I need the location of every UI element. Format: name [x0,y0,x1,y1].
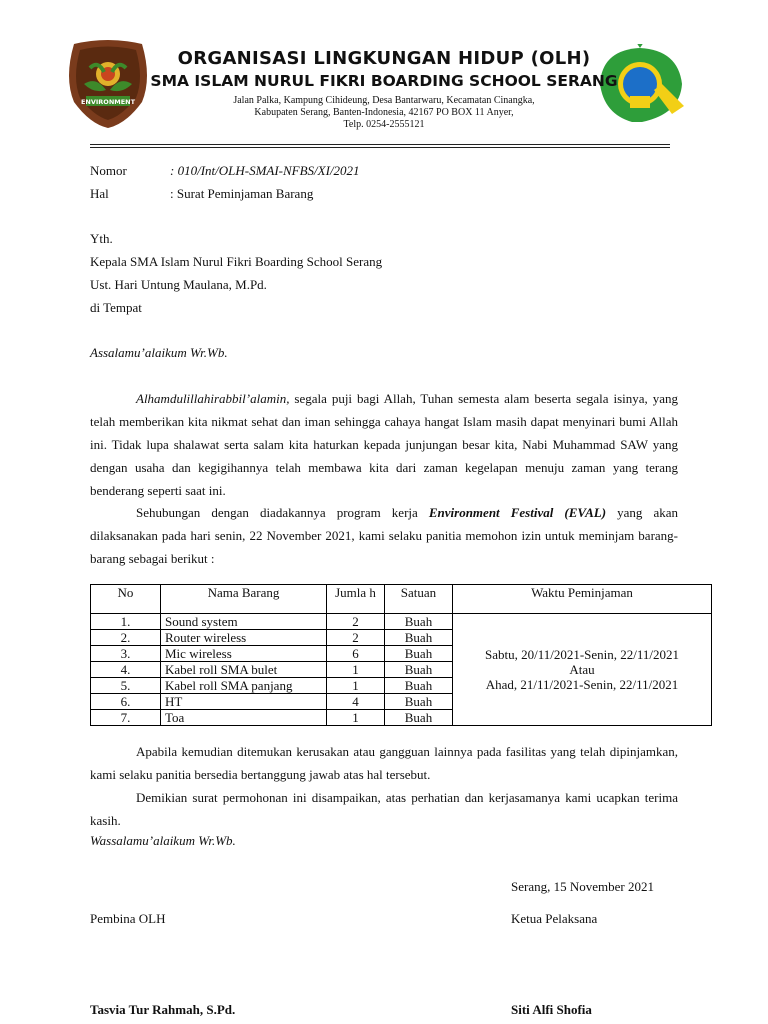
body-paragraph-2 [90,501,678,570]
header-divider [90,144,670,145]
cell-nama: Mic wireless [161,646,327,662]
recipient-title: Kepala SMA Islam Nurul Fikri Boarding School Serang [90,254,383,269]
cell-jumlah: 2 [327,630,385,646]
left-signatory-name: Tasvia Tur Rahmah, S.Pd. [90,1002,236,1017]
closing-paragraph-1 [90,740,678,786]
event-name: Environment Festival (EVAL) [428,505,607,520]
nomor-value: : 010/Int/OLH-SMAI-NFBS/XI/2021 [170,163,360,178]
cell-no: 2. [91,630,161,646]
cell-nama: Router wireless [161,630,327,646]
greeting: Assalamu’alaikum Wr.Wb. [90,345,228,360]
environment-logo [60,38,156,130]
cell-satuan: Buah [385,694,453,710]
school-name: SMA ISLAM NURUL FIKRI BOARDING SCHOOL SERANG [150,72,618,90]
paragraph-text: segala puji bagi Allah, Tuhan semesta alam beserta segala isinya, yang telah memberikan kita nikmat sehat dan iman sehingga cahaya hangat Islam masih dapat menyinari bumi Allah ini. Tidak lupa shalawat serta salam kita haturkan kepada junjungan besar kita, Nabi Muhammad SAW yang dengan usaha dan kegigihannya telah membawa kita dari zaman kegelapan menuju zaman yang terang benderang seperti saat ini. [90,391,678,498]
cell-satuan: Buah [385,630,453,646]
col-header-satuan: Satuan [385,585,453,614]
waktu-line: Sabtu, 20/11/2021-Senin, 22/11/2021 [484,647,680,662]
cell-no: 1. [91,614,161,630]
cell-satuan: Buah [385,614,453,630]
right-signatory-name: Siti Alfi Shofia [511,1002,592,1017]
address-line: Kabupaten Serang, Banten-Indonesia, 42167 PO BOX 11 Anyer, [254,107,514,118]
items-table [90,584,712,726]
nomor-label: Nomor [90,163,127,178]
cell-no: 7. [91,710,161,726]
left-role: Pembina OLH [90,911,166,926]
closing-paragraph-2 [90,786,678,832]
cell-jumlah: 6 [327,646,385,662]
cell-jumlah: 4 [327,694,385,710]
col-header-waktu: Waktu Peminjaman [453,585,712,614]
cell-nama: HT [161,694,327,710]
header-divider [90,147,670,148]
cell-satuan: Buah [385,678,453,694]
cell-no: 4. [91,662,161,678]
recipient-place: di Tempat [90,300,142,315]
waktu-line: Ahad, 21/11/2021-Senin, 22/11/2021 [485,677,679,692]
cell-jumlah: 1 [327,662,385,678]
paragraph-text: Sehubungan dengan diadakannya program kerja [136,505,429,520]
hal-value: : Surat Peminjaman Barang [170,186,314,201]
cell-no: 3. [91,646,161,662]
address-line: Jalan Palka, Kampung Cihideung, Desa Bantarwaru, Kecamatan Cinangka, [233,95,535,106]
cell-nama: Sound system [161,614,327,630]
place-date: Serang, 15 November 2021 [511,879,654,894]
cell-nama: Toa [161,710,327,726]
cell-no: 6. [91,694,161,710]
recipient-name: Ust. Hari Untung Maulana, M.Pd. [90,277,267,292]
cell-nama: Kabel roll SMA bulet [161,662,327,678]
cell-jumlah: 1 [327,710,385,726]
col-header-nama: Nama Barang [161,585,327,614]
cell-jumlah: 1 [327,678,385,694]
cell-nama: Kabel roll SMA panjang [161,678,327,694]
paragraph-text: Apabila kemudian ditemukan kerusakan atau gangguan lainnya pada fasilitas yang telah dipinjamkan, kami selaku panitia bersedia bertanggung jawab atas hal tersebut. [90,744,678,782]
cell-satuan: Buah [385,710,453,726]
paragraph-text: Demikian surat permohonan ini disampaikan, atas perhatian dan kerjasamanya kami ucapkan terima kasih. [90,790,678,828]
body-paragraph-1 [90,387,678,502]
phone-line: Telp. 0254-2555121 [343,119,425,130]
cell-satuan: Buah [385,662,453,678]
cell-satuan: Buah [385,646,453,662]
paragraph-text: yang akan dilaksanakan pada hari senin, 22 November 2021, kami selaku panitia memohon izin untuk meminjam barang-barang sebagai berikut : [90,505,678,566]
hal-label: Hal [90,186,109,201]
right-role: Ketua Pelaksana [511,911,598,926]
closing-greeting: Wassalamu’alaikum Wr.Wb. [90,833,236,848]
address [200,95,568,131]
cell-jumlah: 2 [327,614,385,630]
opening-phrase: Alhamdulillahirabbil’alamin, [136,391,290,406]
col-header-jumlah: Jumla h [327,585,385,614]
table-row [91,614,712,630]
cell-no: 5. [91,678,161,694]
logo-text: ENVIRONMENT [80,98,136,106]
table-header-row [91,585,712,614]
recipient-yth: Yth. [90,231,113,246]
waktu-line: Atau [569,662,595,677]
org-title: ORGANISASI LINGKUNGAN HIDUP (OLH) [177,48,591,69]
col-header-no: No [91,585,161,614]
cell-waktu [453,614,712,726]
